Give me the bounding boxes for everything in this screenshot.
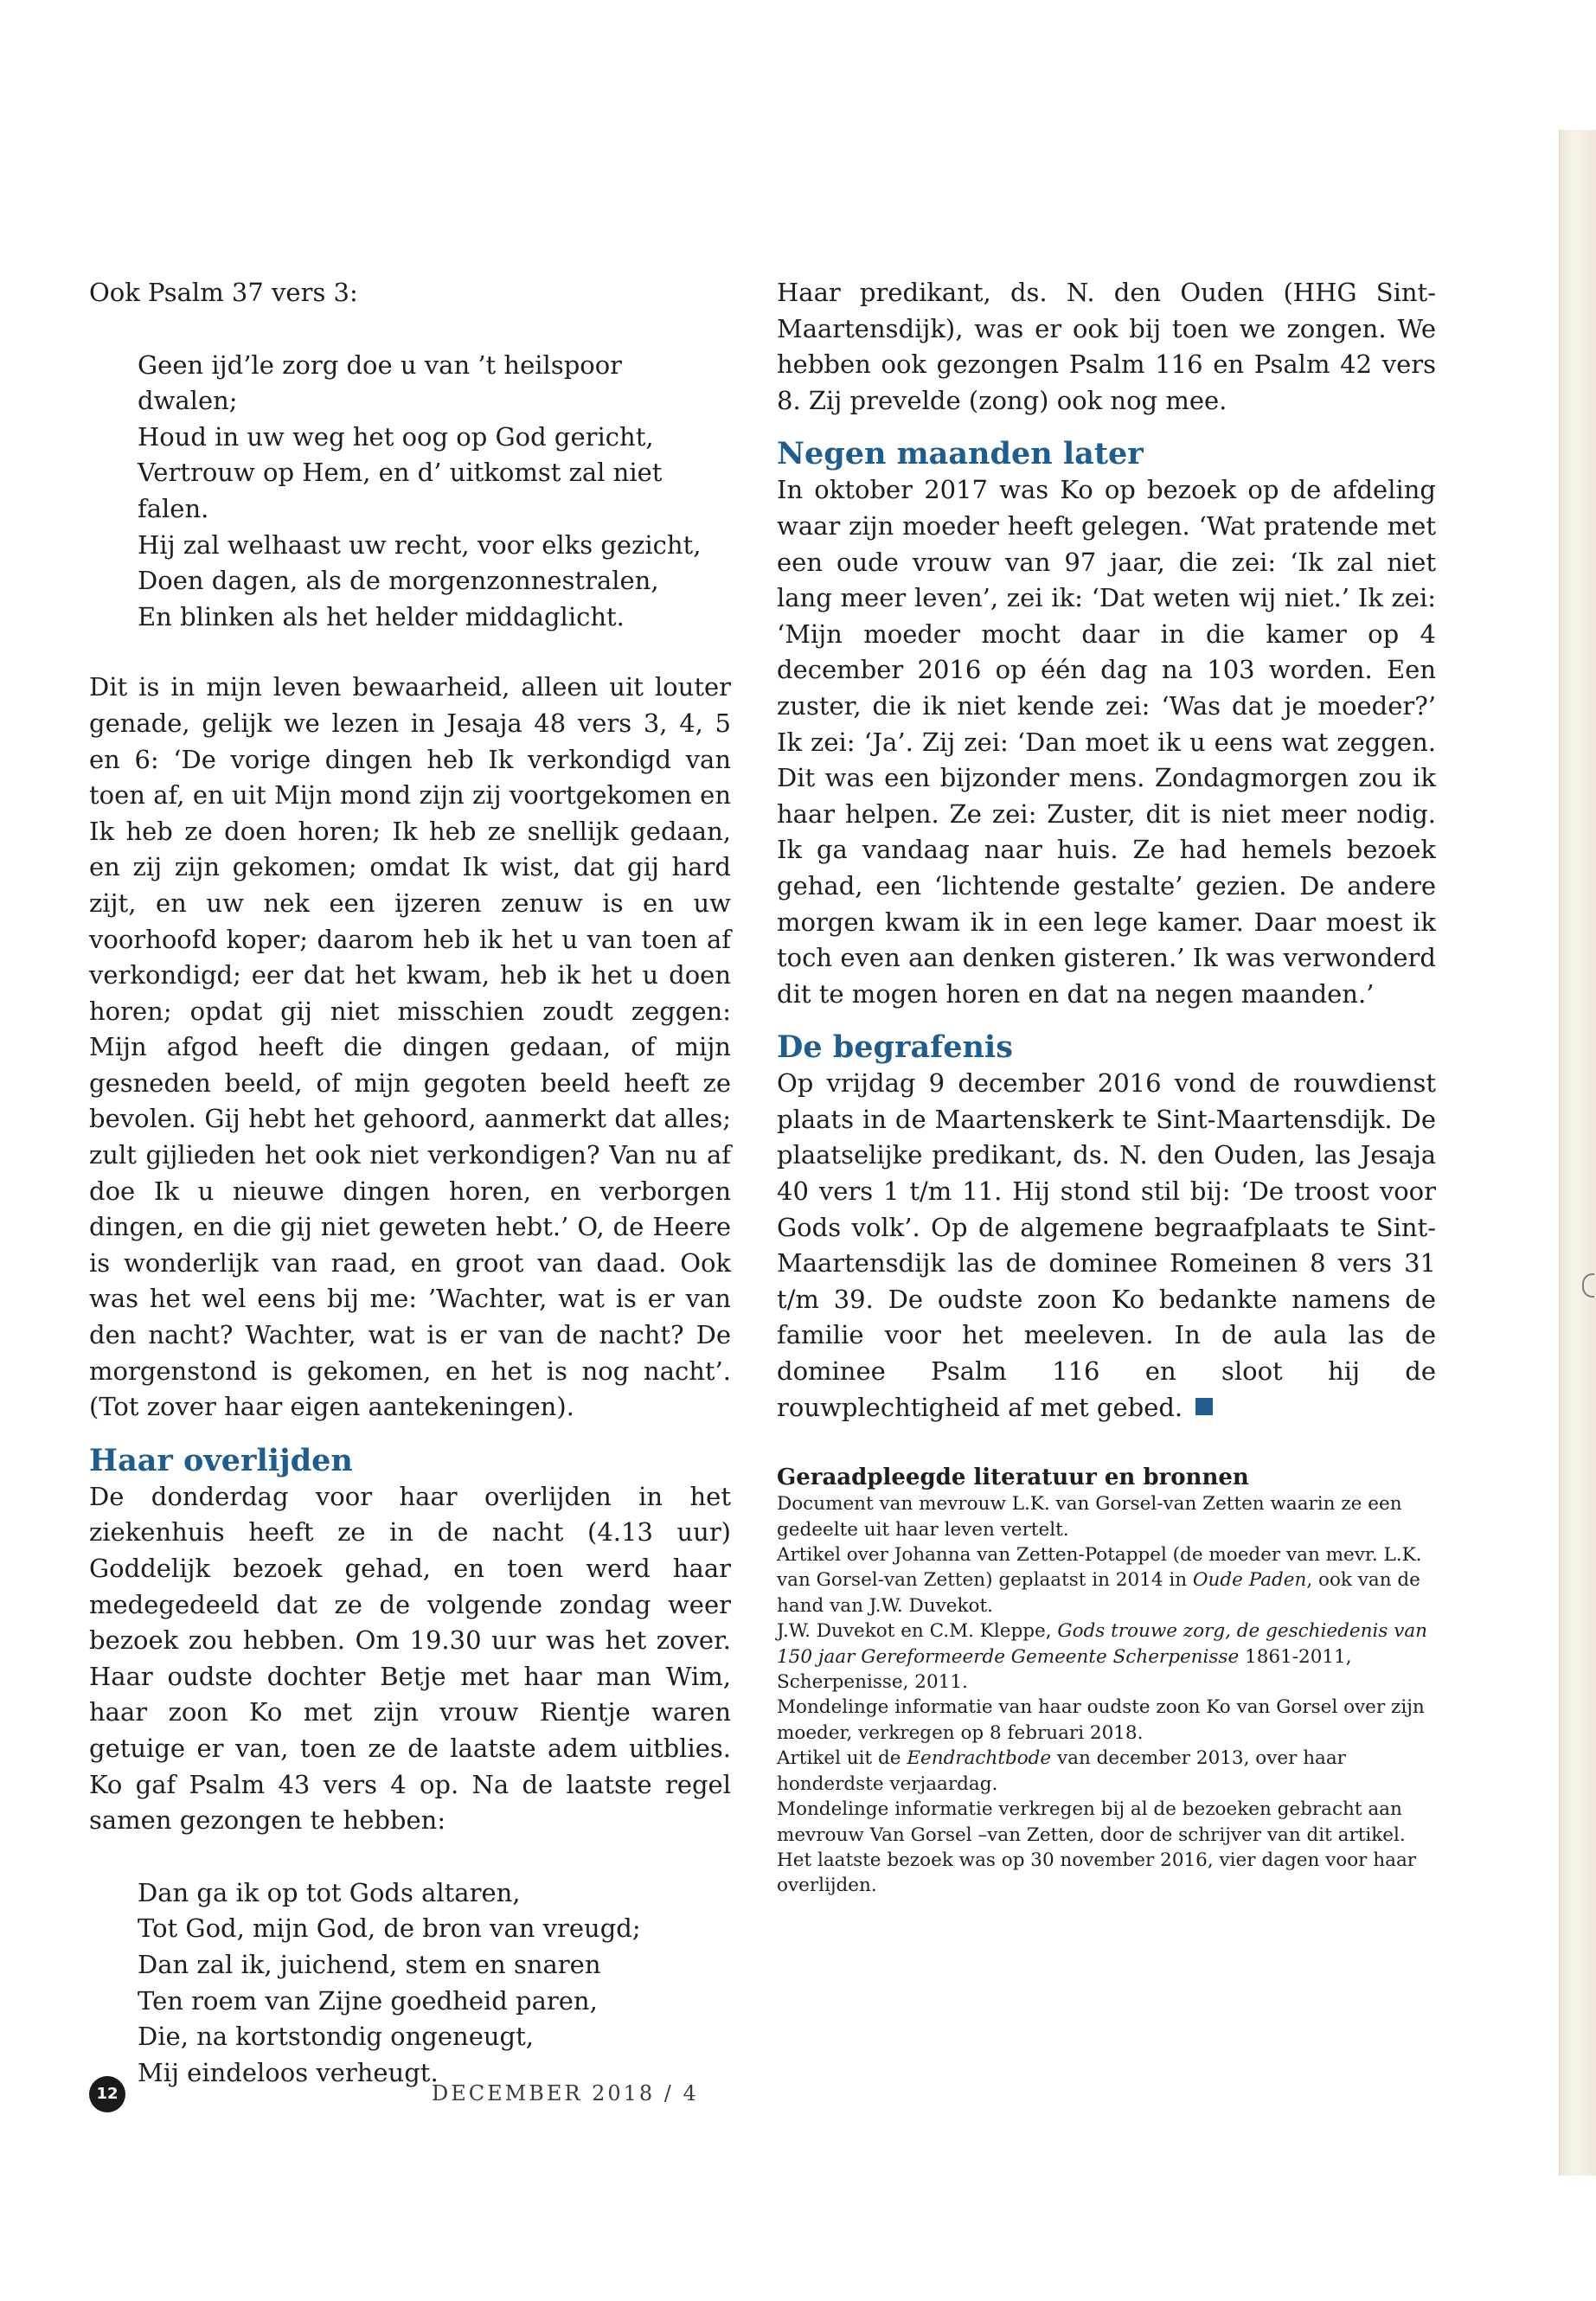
verse-line: Houd in uw weg het oog op God gericht, [138,421,654,452]
sources-title: Geraadpleegde literatuur en bronnen [777,1465,1249,1491]
page-edge [1559,130,1596,2176]
right-column [777,275,1436,1899]
source-text: Artikel over Johanna van Zetten-Potappel (de moeder van mevr. L.K. van Gorsel-van Zetten) geplaatst in 2014 in [777,1544,1422,1592]
source-item [777,1542,1436,1618]
body-paragraph [777,1066,1436,1426]
source-text: Artikel uit de [777,1747,907,1770]
verse-line: Dan ga ik op tot Gods altaren, [138,1877,521,1907]
source-text: J.W. Duvekot en C.M. Kleppe, [777,1620,1058,1643]
body-paragraph: Dit is in mijn leven bewaarheid, alleen uit louter genade, gelijk we lezen in Jesaja 48 vers 3, 4, 5 en 6: ‘De vorige dingen heb Ik verkondigd van toen af, en uit Mijn mond zijn zij voortgekomen en Ik heb ze doen horen; Ik heb ze snellijk gedaan, en zij zijn gekomen; omdat Ik wist, dat gij hard zijt, en uw nek een ijzeren zenuw is en uw voorhoofd koper; daarom heb ik het u van toen af verkondigd; eer dat het kwam, heb ik het u doen horen; opdat gij niet misschien zoudt zeggen: Mijn afgod heeft die dingen gedaan, of mijn gesneden beeld, of mijn gegoten beeld heeft ze bevolen. Gij hebt het gehoord, aanmerkt dat alles; zult gijlieden het ook niet verkondigen? Van nu af doe Ik u nieuwe dingen horen, en verborgen dingen, en die gij niet geweten hebt.’ O, de Heere is wonderlijk van raad, en groot van daad. Ook was het wel eens bij me: ’Wachter, wat is er van den nacht? Wachter, wat is er van de nacht? De morgenstond is gekomen, en het is nog nacht’. (Tot zover haar eigen aantekeningen). [89,672,731,1422]
section-heading-de-begrafenis: De begrafenis [777,1029,1013,1066]
verse-line: Doen dagen, als de morgenzonnestralen, [138,566,659,596]
page-footer [89,2076,731,2112]
page-number-badge: 12 [89,2076,125,2112]
begrafenis-text: Op vrijdag 9 december 2016 vond de rouwdienst plaats in de Maartenskerk te Sint-Maartensdijk. De plaatselijke predikant, ds. N. den Ouden, las Jesaja 40 vers 1 t/m 11. Hij stond stil bij: ‘De troost voor Gods volk’. Op de algemene begraafplaats te Sint-Maartensdijk las de dominee Romeinen 8 vers 31 t/m 39. De oudste zoon Ko bedankte namens de familie voor het meeleven. In de aula las de dominee Psalm 116 en sloot hij de rouwplechtigheid af met gebed. [777,1068,1436,1422]
section-heading-haar-overlijden: Haar overlijden [89,1442,353,1478]
body-paragraph: In oktober 2017 was Ko op bezoek op de afdeling waar zijn moeder heeft gelegen. ‘Wat pratende met een oude vrouw van 97 jaar, die zei: ‘Ik zal niet lang meer leven’, zei ik: ‘Dat weten wij niet.’ Ik zei: ‘Mijn moeder mocht daar in die kamer op 4 december 2016 op één dag na 103 worden. Een zuster, die ik niet kende zei: ‘Was dat je moeder?’ Ik zei: ‘Ja’. Zij zei: ‘Dan moet ik u eens wat zeggen. Dit was een bijzonder mens. Zondagmorgen zou ik haar helpen. Ze zei: Zuster, dit is niet meer nodig. Ik ga vandaag naar huis. Ze had hemels bezoek gehad, een ‘lichtende gestalte’ gezien. De andere morgen kwam ik in een lege kamer. Daar moest ik toch even aan denken gisteren.’ Ik was verwonderd dit te mogen horen en dat na negen maanden.’ [777,475,1436,1009]
source-title-italic: Gods trouwe zorg, de geschiedenis van 150 jaar Gereformeerde Gemeente Scherpenisse [777,1620,1428,1668]
verse-line: dwalen; [138,386,238,416]
psalm-43-verse [89,1875,731,2092]
verse-line: Geen ijd’le zorg doe u van ’t heilspoor [138,349,623,380]
source-title-italic: Oude Paden [1192,1569,1307,1592]
end-of-article-square-icon [1195,1398,1213,1415]
source-item [777,1746,1436,1797]
sources-section [777,1464,1436,1899]
source-item: Document van mevrouw L.K. van Gorsel-van Zetten waarin ze een gedeelte uit haar leven vertelt. [777,1493,1402,1541]
body-paragraph: Haar predikant, ds. N. den Ouden (HHG Sint-Maartensdijk), was er ook bij toen we zongen. We hebben ook gezongen Psalm 116 en Psalm 42 vers 8. Zij prevelde (zong) ook nog mee. [777,278,1436,415]
source-item [777,1618,1436,1695]
body-paragraph: De donderdag voor haar overlijden in het ziekenhuis heeft ze in de nacht (4.13 uur) Goddelijk bezoek gehad, en toen werd haar medegedeeld dat ze de volgende zondag weer bezoek zou hebben. Om 19.30 uur was het zover. Haar oudste dochter Betje met haar man Wim, haar zoon Ko met zijn vrouw Rientje waren getuige er van, toen ze de laatste adem uitblies. Ko gaf Psalm 43 vers 4 op. Na de laatste regel samen gezongen te hebben: [89,1481,731,1836]
source-text: van december 2013, over haar honderdste verjaardag. [777,1747,1346,1795]
source-item: Mondelinge informatie verkregen bij al de bezoeken gebracht aan mevrouw Van Gorsel –van Zetten, door de schrijver van dit artikel. Het laatste bezoek was op 30 november 2016, vier dagen voor haar overlijden. [777,1798,1417,1897]
section-heading-negen-maanden-later: Negen maanden later [777,436,1144,472]
psalm-37-verse [89,348,731,636]
verse-line: Mij eindeloos verheugt. [138,2057,439,2087]
verse-line: Die, na kortstondig ongeneugt, [138,2022,534,2052]
verse-line: Tot God, mijn God, de bron van vreugd; [138,1913,641,1944]
verse-line: Vertrouw op Hem, en d’ uitkomst zal niet falen. [138,458,663,523]
left-column [89,275,731,2091]
issue-label: DECEMBER 2018 / 4 [432,2081,699,2106]
source-text: , ook van de hand van J.W. Duvekot. [777,1569,1420,1617]
source-item: Mondelinge informatie van haar oudste zoon Ko van Gorsel over zijn moeder, verkregen op 8 februari 2018. [777,1696,1425,1744]
verse-line: En blinken als het helder middaglicht. [138,601,625,631]
verse-line: Ten roem van Zijne goedheid paren, [138,1985,598,2016]
verse-line: Dan zal ik, juichend, stem en snaren [138,1949,601,1979]
source-text: 1861-2011, Scherpenisse, 2011. [777,1645,1352,1694]
source-title-italic: Eendrachtbode [907,1747,1052,1770]
verse-line: Hij zal welhaast uw recht, voor elks gezicht, [138,529,702,560]
binding-mark-icon [1582,1273,1594,1298]
intro-line: Ook Psalm 37 vers 3: [89,278,358,307]
